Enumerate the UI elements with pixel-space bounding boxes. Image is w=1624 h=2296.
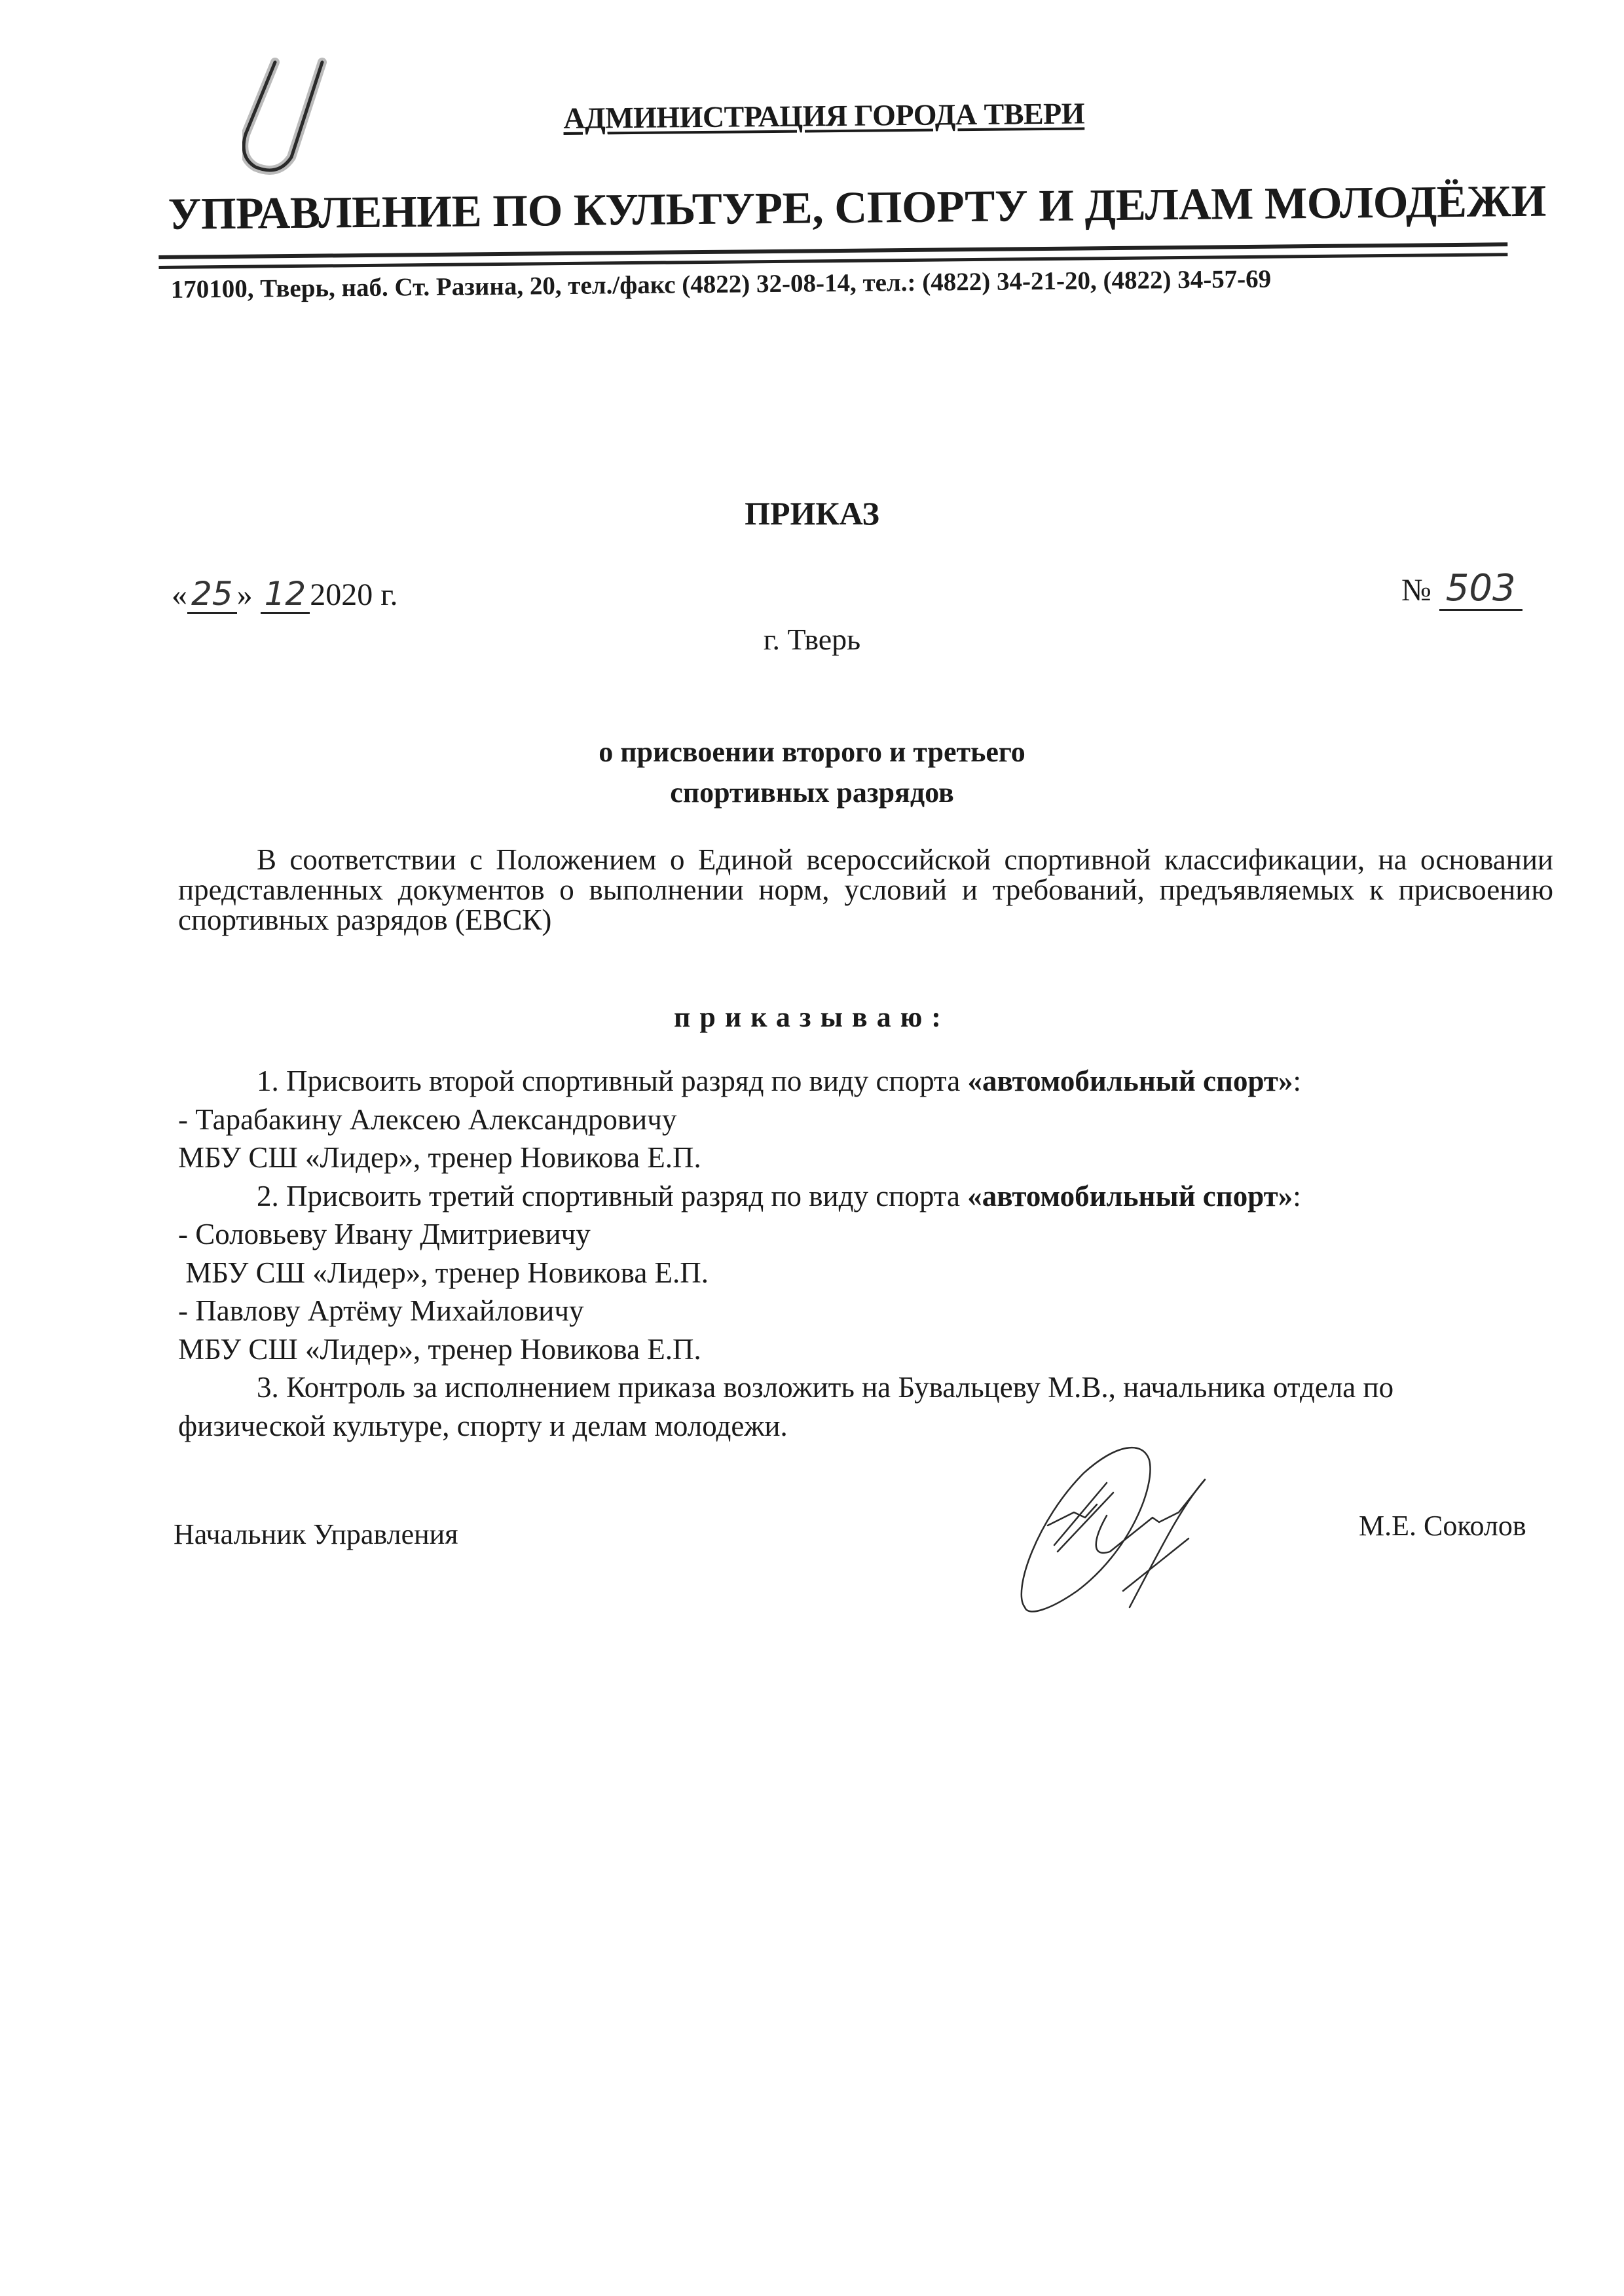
item-1-person-1-org: МБУ СШ «Лидер», тренер Новикова Е.П.	[178, 1141, 701, 1174]
order-city: г. Тверь	[763, 623, 861, 656]
date-close-quote: »	[236, 577, 253, 612]
preamble-text: В соответствии с Положением о Единой всероссийской спортивной классификации, на основании представленных документов о выполнении норм, условий и требований, предъявляемых к присвоению спортивных разрядов (ЕВСК)	[178, 843, 1553, 936]
item-1-person-1-name: - Тарабакину Алексею Александровичу	[178, 1102, 677, 1136]
administration-title: АДМИНИСТРАЦИЯ ГОРОДА ТВЕРИ	[563, 96, 1085, 136]
item-1-colon: :	[1293, 1065, 1302, 1097]
preamble	[178, 845, 1553, 935]
handwritten-signature	[1012, 1440, 1208, 1617]
date-day-handwritten: 25	[187, 576, 237, 614]
order-number	[1401, 568, 1522, 611]
item-3-line-1: 3. Контроль за исполнением приказа возложить на Бувальцеву М.В., начальника отдела по	[257, 1371, 1394, 1404]
department-title: УПРАВЛЕНИЕ ПО КУЛЬТУРЕ, СПОРТУ И ДЕЛАМ МОЛОДЁЖИ	[168, 175, 1547, 239]
item-2-colon: :	[1293, 1179, 1301, 1212]
order-items	[178, 1062, 1560, 1445]
subject-line-1: о присвоении второго и третьего	[599, 736, 1025, 768]
item-1-text: 1. Присвоить второй спортивный разряд по виду спорта	[257, 1065, 968, 1097]
item-2-person-1-org: МБУ СШ «Лидер», тренер Новикова Е.П.	[178, 1256, 709, 1289]
item-3-line-2: физической культуре, спорту и делам молодежи.	[178, 1409, 788, 1442]
order-number-handwritten: 503	[1439, 568, 1522, 611]
signatory-role: Начальник Управления	[174, 1518, 458, 1550]
contact-line: 170100, Тверь, наб. Ст. Разина, 20, тел./факс (4822) 32-08-14, тел.: (4822) 34-21-20, (4822) 34-57-69	[170, 264, 1272, 304]
order-date	[172, 576, 398, 614]
date-month-handwritten: 12	[261, 576, 310, 614]
number-label: №	[1401, 573, 1431, 608]
item-2-heading	[178, 1177, 1560, 1216]
item-2-sport: «автомобильный спорт»	[967, 1179, 1293, 1212]
item-2-person-1-name: - Соловьеву Ивану Дмитриевичу	[178, 1218, 591, 1250]
item-2-person-2-org: МБУ СШ «Лидер», тренер Новикова Е.П.	[178, 1332, 701, 1366]
item-2-text: 2. Присвоить третий спортивный разряд по виду спорта	[257, 1179, 968, 1212]
decree-word: приказываю:	[674, 1001, 950, 1033]
paperclip-image	[242, 26, 393, 183]
item-2-person-2-name: - Павлову Артёму Михайловичу	[178, 1294, 584, 1327]
item-1-sport: «автомобильный спорт»	[967, 1065, 1293, 1097]
date-year: 2020 г.	[310, 577, 398, 612]
date-open-quote: «	[172, 577, 187, 612]
item-1-heading	[178, 1062, 1560, 1101]
order-title: ПРИКАЗ	[745, 495, 879, 532]
signatory-name: М.Е. Соколов	[1359, 1510, 1526, 1542]
subject-line-2: спортивных разрядов	[670, 776, 954, 809]
order-subject	[0, 732, 1624, 813]
